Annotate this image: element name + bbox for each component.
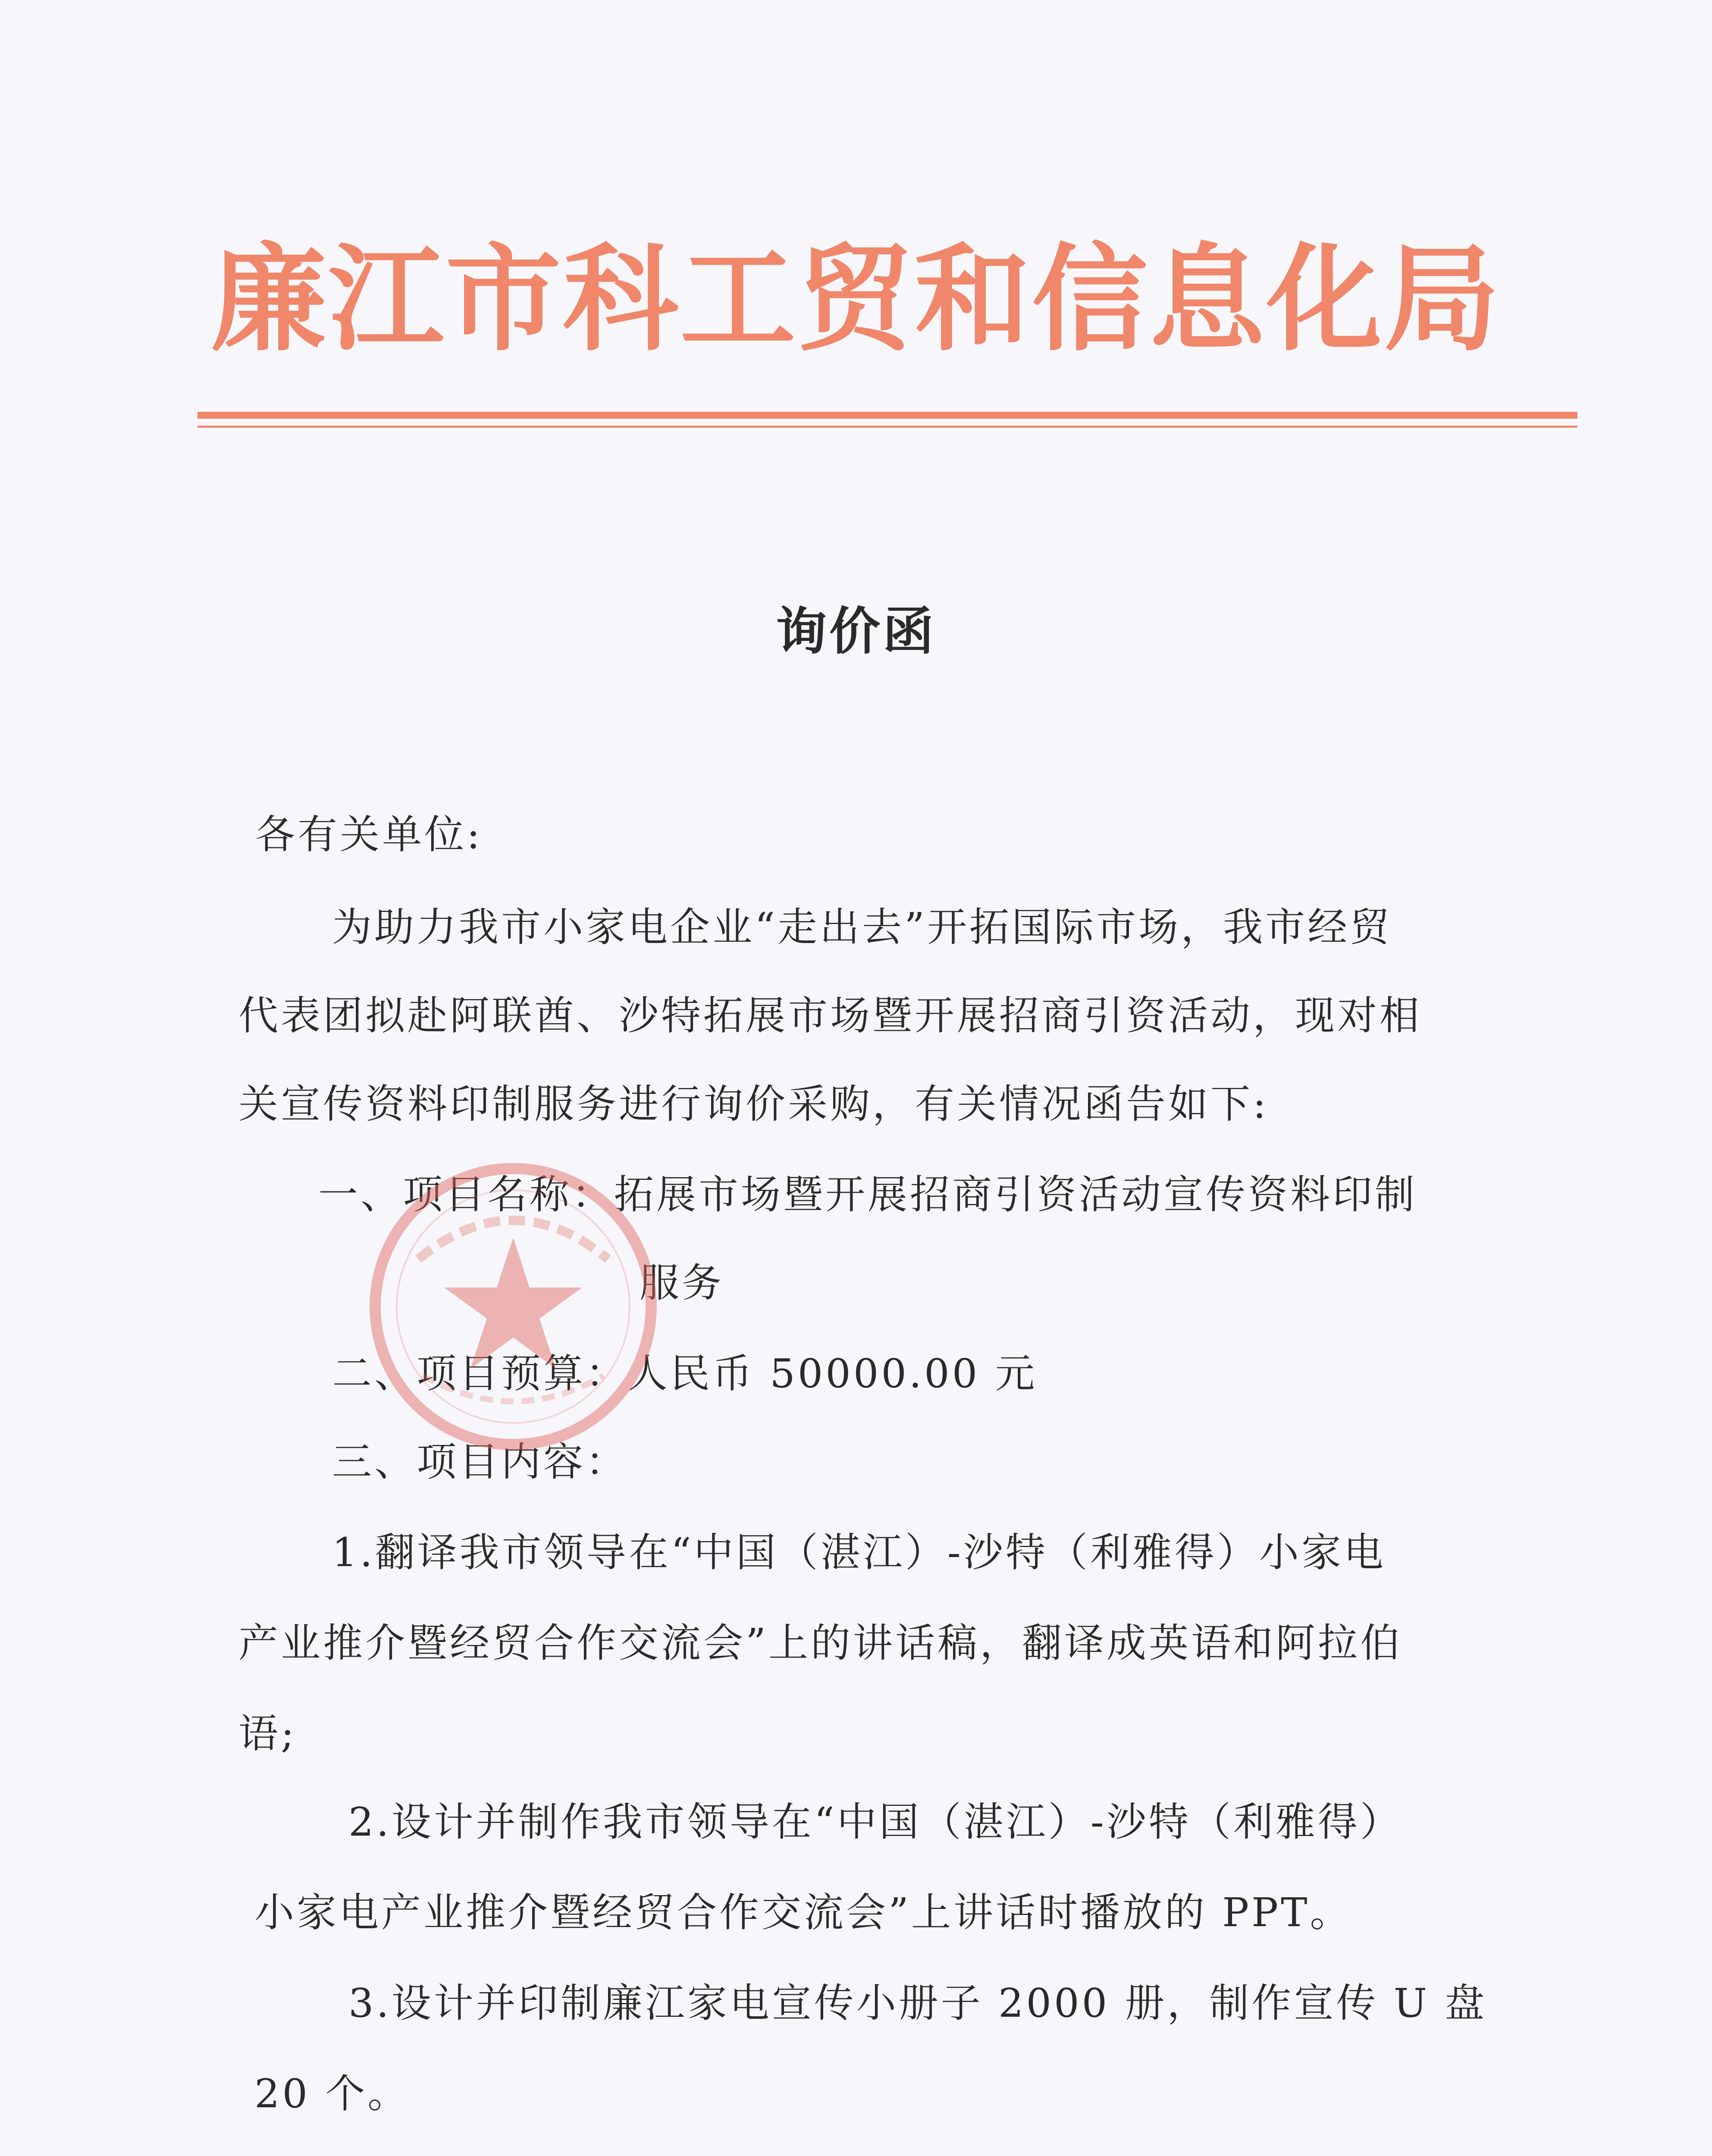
letterhead-rule-thin [198,426,1577,428]
intro-line: 为助力我市小家电企业“走出去”开拓国际市场，我市经贸 [332,904,1392,950]
content3-line: 20 个。 [254,2071,410,2117]
letterhead-org-name: 廉江市科工贸和信息化局 [211,231,1501,367]
official-seal-stamp [358,1151,668,1462]
salutation: 各有关单位: [255,812,483,858]
document-title: 询价函 [775,601,936,661]
content1-line: 1.翻译我市领导在“中国（湛江）-沙特（利雅得）小家电 [332,1529,1386,1576]
content3-line: 3.设计并印制廉江家电宣传小册子 2000 册，制作宣传 U 盘 [348,1980,1487,2026]
item3-heading: 三、项目内容： [332,1439,628,1485]
item1-line: 服务 [640,1260,724,1306]
item2-budget: 二、项目预算：人民币 50000.00 元 [332,1351,1038,1397]
intro-line: 关宣传资料印制服务进行询价采购，有关情况函告如下: [238,1081,1269,1127]
content1-line: 语; [238,1711,297,1757]
letterhead-rule-thick [198,412,1577,419]
content1-line: 产业推介暨经贸合作交流会”上的讲话稿，翻译成英语和阿拉伯 [238,1620,1403,1666]
item1-line: 一、项目名称：拓展市场暨开展招商引资活动宣传资料印制 [318,1172,1417,1218]
content2-line: 2.设计并制作我市领导在“中国（湛江）-沙特（利雅得） [348,1799,1402,1845]
content2-line: 小家电产业推介暨经贸合作交流会”上讲话时播放的 PPT。 [254,1890,1352,1936]
intro-line: 代表团拟赴阿联酋、沙特拓展市场暨开展招商引资活动，现对相 [238,993,1422,1039]
